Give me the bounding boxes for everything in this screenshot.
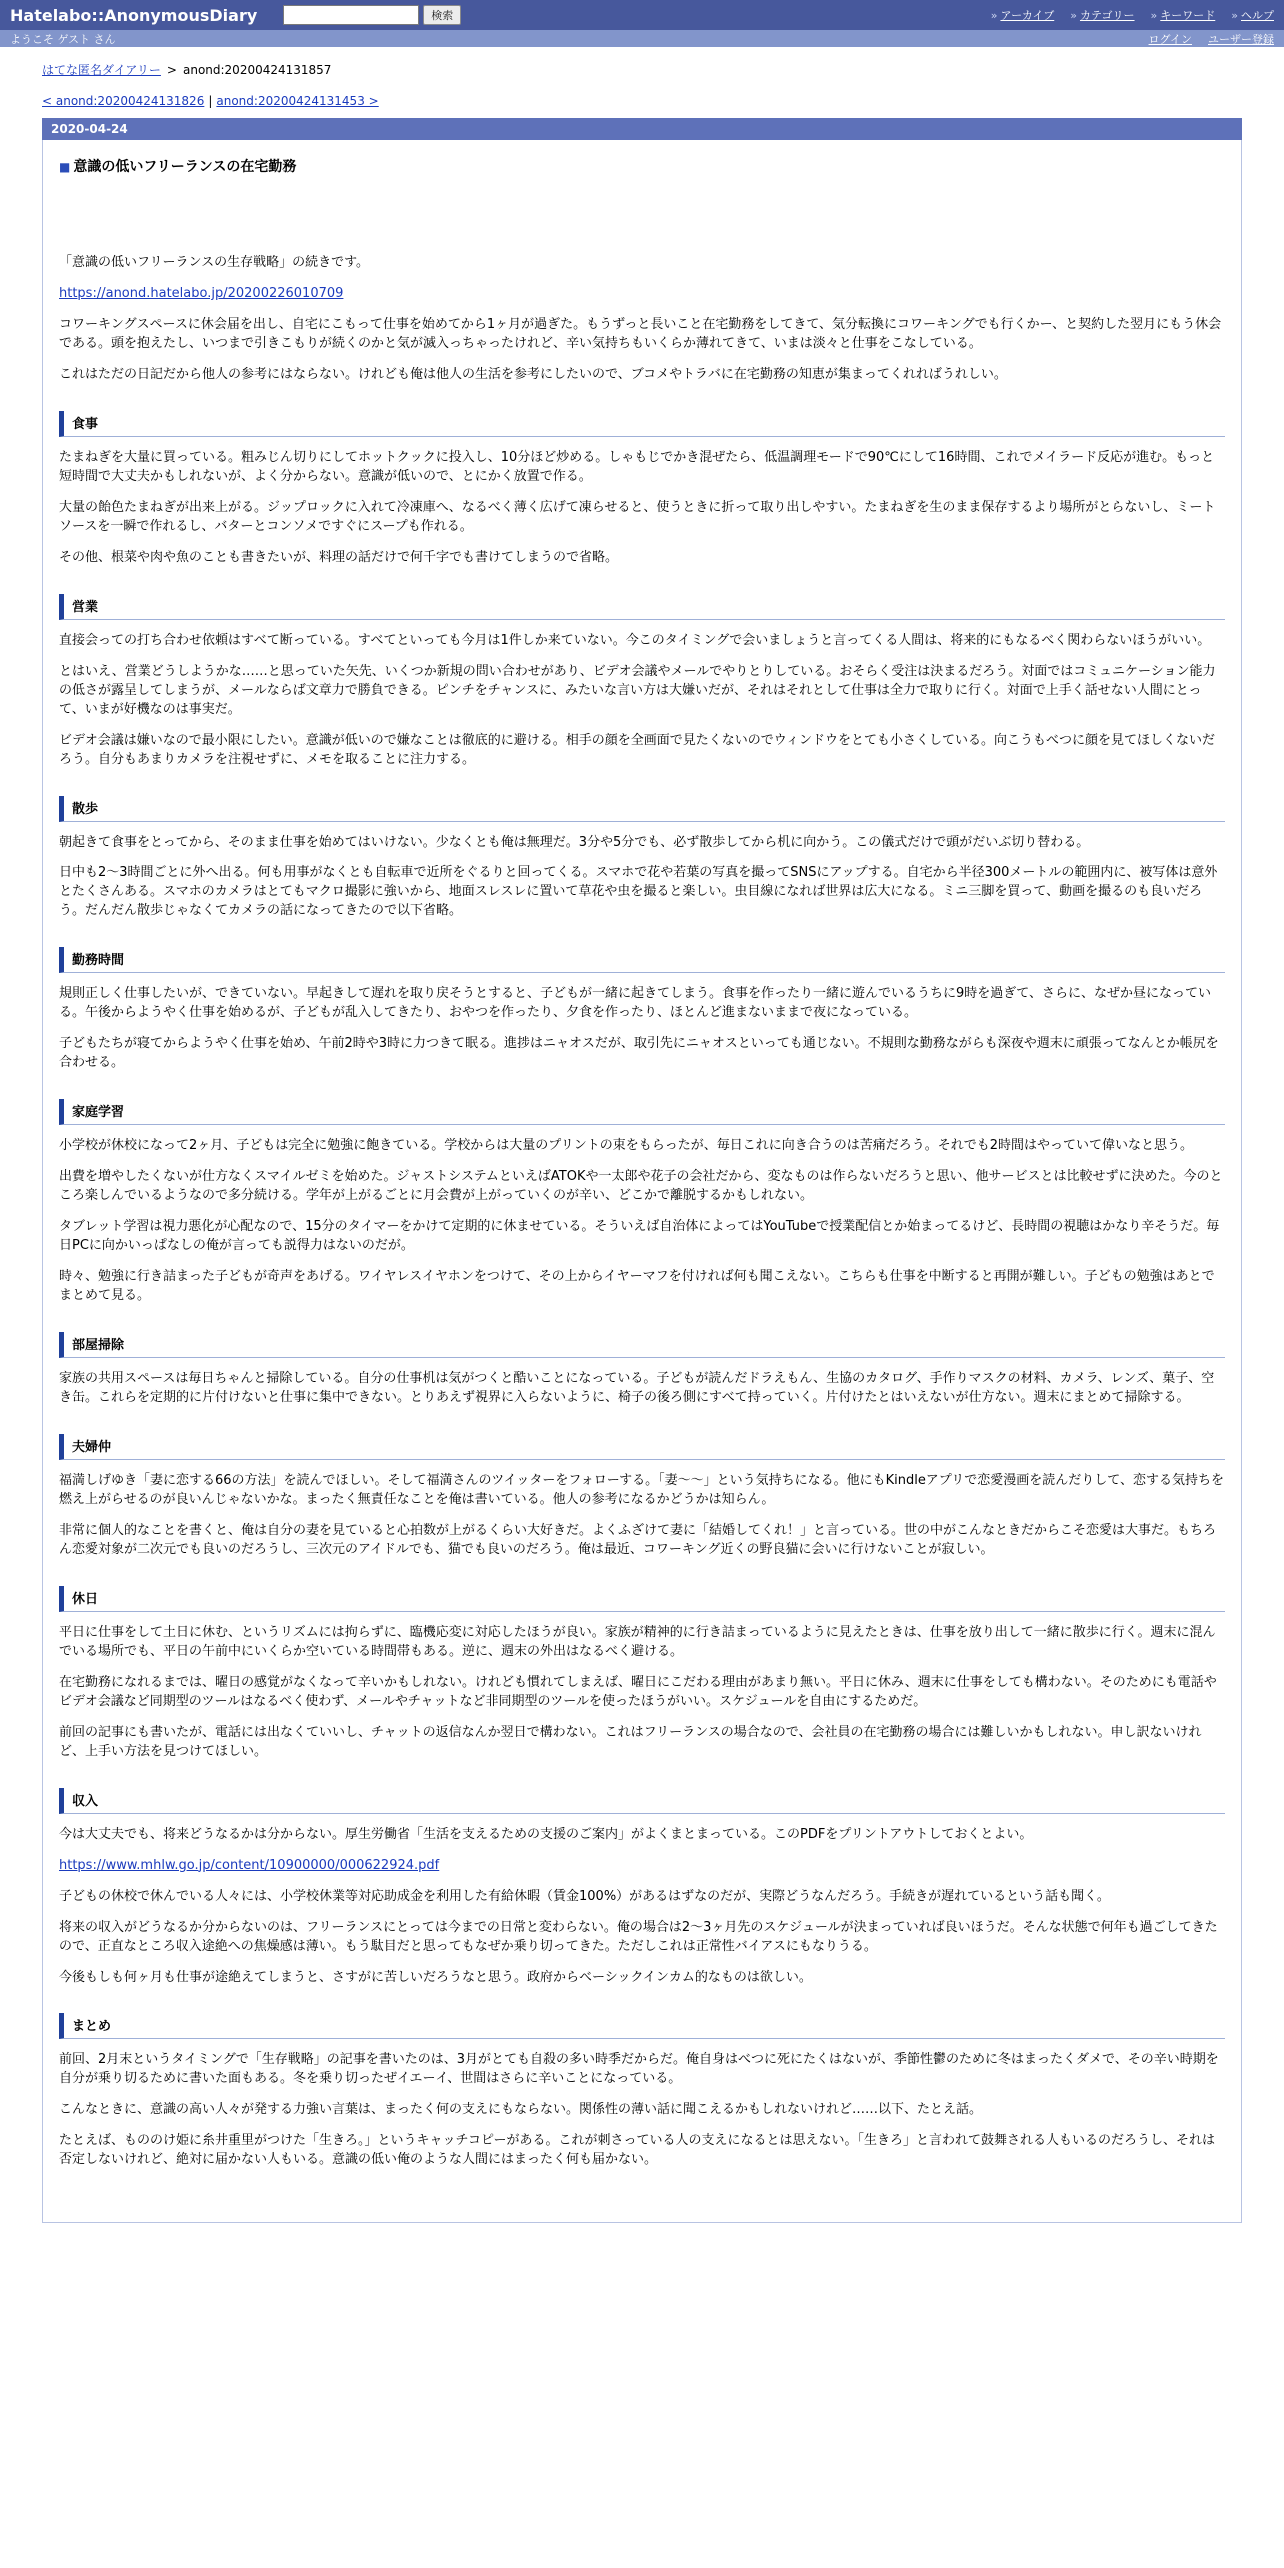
nav-item-keyword [1151, 7, 1216, 23]
header [0, 0, 1284, 30]
permalink-marker-icon[interactable]: ■ [59, 160, 71, 174]
nav-item-help [1231, 7, 1274, 23]
paragraph: 非常に個人的なことを書くと、俺は自分の妻を見ていると心拍数が上がるくらい大好きだ。よくふざけて妻に「結婚してくれ！」と言っている。世の中がこんなときだからこそ恋愛は大事だ。もちろん恋愛対象が二次元でも良いのだろうし、三次元のアイドルでも、猫でも良いのだろう。俺は最近、コワーキング近くの野良猫に会いに行けないことが寂しい。 [59, 1522, 1217, 1557]
section-heading: 散歩 [59, 796, 1225, 822]
ad-placeholder [59, 176, 1225, 242]
paragraph: コワーキングスペースに休会届を出し、自宅にこもって仕事を始めてから1ヶ月が過ぎた。もうずっと長いこと在宅勤務をしてきて、気分転換にコワーキングでも行くかー、と契約した翌月にもう休会である。頭を抱えたし、いつまで引きこもりが続くのかと気が滅入っちゃったけれど、辛い気持ちもいくらか薄れてきて、いまは淡々と仕事をこなしている。 [59, 316, 1222, 351]
entry-box [42, 140, 1242, 2223]
prev-entry-link[interactable]: < anond:20200424131826 [42, 94, 205, 108]
section-heading: 収入 [59, 1788, 1225, 1814]
next-entry-link[interactable]: anond:20200424131453 > [216, 94, 379, 108]
paragraph: 時々、勉強に行き詰まった子どもが奇声をあげる。ワイヤレスイヤホンをつけて、その上からイヤーマフを付ければ何も聞こえない。こちらも仕事を中断すると再開が難しい。子どもの勉強はあとでまとめて見る。 [59, 1269, 1215, 1304]
paragraph: 前回の記事にも書いたが、電話には出なくていいし、チャットの返信なんか翌日で構わない。これはフリーランスの場合なので、会社員の在宅勤務の場合には難しいかもしれない。申し訳ないけれど、上手い方法を見つけてほしい。 [59, 1724, 1202, 1759]
paragraph: こんなときに、意識の高い人々が発する力強い言葉は、まったく何の支えにもならない。関係性の薄い話に聞こえるかもしれないけれど……以下、たとえ話。 [59, 2102, 983, 2118]
paragraph: ビデオ会議は嫌いなので最小限にしたい。意識が低いので嫌なことは徹底的に避ける。相手の顔を全画面で見たくないのでウィンドウをとても小さくしている。向こうもべつに顔を見てほしくないだろう。自分もあまりカメラを注視せずに、メモを取ることに注力する。 [59, 732, 1215, 767]
paragraph: 平日に仕事をして土日に休む、というリズムには拘らずに、臨機応変に対応したほうが良い。家族が精神的に行き詰まっているように見えたときは、仕事を放り出して一緒に散歩に行く。週末に混んでいる場所でも、平日の午前中にいくらか空いている時間帯もある。逆に、週末の外出はなるべく避ける。 [59, 1624, 1216, 1659]
entry-body [59, 254, 1225, 2170]
entry-pager [42, 94, 1242, 108]
paragraph: 規則正しく仕事したいが、できていない。早起きして遅れを取り戻そうとすると、子どもが一緒に起きてしまう。食事を作ったり一緒に遊んでいるうちに9時を過ぎて、さらに、なぜか昼になっている。午後からようやく仕事を始めるが、子どもが乱入してきたり、おやつを作ったり、夕食を作ったり、ほとんど進まないままで夜になっている。 [59, 986, 1212, 1021]
chevron-right-icon: » [1150, 9, 1158, 22]
chevron-right-icon: » [1070, 9, 1077, 22]
paragraph: たとえば、もののけ姫に糸井重里がつけた「生きろ。」というキャッチコピーがある。これが刺さっている人の支えになるとは思えない。「生きろ」と言われて鼓舞される人もいるのだろうし、それは否定しないけれど、絶対に届かない人もいる。意識の低い俺のような人間にはまったく何も届かない。 [59, 2133, 1215, 2168]
paragraph: たまねぎを大量に買っている。粗みじん切りにしてホットクックに投入し、10分ほど炒める。しゃもじでかき混ぜたら、低温調理モードで90℃にして16時間、これでメイラード反応が進む。もっと短時間で大丈夫かもしれないが、よく分からない。意識が低いので、とにかく放置で作る。 [59, 449, 1215, 484]
site-logo[interactable]: Hatelabo::AnonymousDiary [10, 5, 258, 25]
entry-title [59, 156, 1225, 176]
paragraph: 朝起きて食事をとってから、そのまま仕事を始めてはいけない。少なくとも俺は無理だ。3分や5分でも、必ず散歩してから机に向かう。この儀式だけで頭がだいぶ切り替わる。 [59, 834, 1090, 850]
breadcrumb-home-link[interactable]: はてな匿名ダイアリー [42, 63, 161, 77]
page-content [42, 61, 1242, 2223]
entry-title-text: 意識の低いフリーランスの在宅勤務 [73, 159, 297, 175]
section-heading: 家庭学習 [59, 1099, 1225, 1125]
paragraph: 在宅勤務になれるまでは、曜日の感覚がなくなって辛いかもしれない。けれども慣れてしまえば、曜日にこだわる理由があまり無い。平日に休み、週末に仕事をしても構わない。そのためにも電話やビデオ会議など同期型のツールはなるべく使わず、メールやチャットなど非同期型のツールを使ったほうがいい。スケジュールを自由にするためだ。 [59, 1674, 1217, 1709]
section-heading: まとめ [59, 2013, 1225, 2039]
entry-date[interactable]: 2020-04-24 [42, 118, 1242, 140]
breadcrumb [42, 61, 1242, 78]
paragraph: 小学校が休校になって2ヶ月、子どもは完全に勉強に飽きている。学校からは大量のプリントの束をもらったが、毎日これに向き合うのは苦痛だろう。それでも2時間はやっていて偉いなと思う。 [59, 1138, 1194, 1154]
paragraph: その他、根菜や肉や魚のことも書きたいが、料理の話だけで何千字でも書けてしまうので省略。 [59, 549, 619, 565]
paragraph: 大量の飴色たまねぎが出来上がる。ジップロックに入れて冷凍庫へ、なるべく薄く広げて凍らせると、使うときに折って取り出しやすい。たまねぎを生のまま保存するより場所がとらないし、ミートソースを一瞬で作れるし、バターとコンソメですぐにスープも作れる。 [59, 499, 1216, 534]
paragraph: タブレット学習は視力悪化が心配なので、15分のタイマーをかけて定期的に休ませている。そういえば自治体によってはYouTubeで授業配信とか始まってるけど、長時間の視聴はかなり辛そうだ。毎日PCに向かいっぱなしの俺が言っても説得力はないのだが。 [59, 1219, 1220, 1254]
user-bar-links [1149, 31, 1274, 47]
search-button[interactable]: 検索 [423, 5, 461, 25]
breadcrumb-current: anond:20200424131857 [182, 63, 332, 77]
user-bar [0, 30, 1284, 47]
nav-link-help[interactable]: ヘルプ [1241, 9, 1274, 22]
breadcrumb-separator: > [166, 63, 177, 77]
nav-link-archive[interactable]: アーカイブ [1000, 9, 1055, 22]
nav-link-category[interactable]: カテゴリー [1079, 9, 1135, 22]
paragraph: 子どもたちが寝てからようやく仕事を始め、午前2時や3時に力つきて眠る。進捗はニャオスだが、取引先にニャオスといっても通じない。不規則な勤務ながらも深夜や週末に頑張ってなんとか帳尻を合わせる。 [59, 1036, 1219, 1071]
paragraph: 福満しげゆき「妻に恋する66の方法」を読んでほしい。そして福満さんのツイッターをフォローする。「妻〜〜」という気持ちになる。他にもKindleアプリで恋愛漫画を読んだりして、恋する気持ちを燃え上がらせるのが良いんじゃないかな。まったく無責任なことを俺は書いている。他人の参考になるかどうかは知らん。 [59, 1472, 1225, 1507]
paragraph: 出費を増やしたくないが仕方なくスマイルゼミを始めた。ジャストシステムといえばATOKや一太郎や花子の会社だから、変なものは作らないだろうと思い、他サービスとは比較せずに決めた。今のところ楽しんでいるようなので多分続ける。学年が上がるごとに月会費が上がっていくのが辛い、どこかで離脱するかもしれない。 [59, 1169, 1223, 1204]
nav-item-category [1070, 7, 1134, 23]
paragraph: 今後もしも何ヶ月も仕事が途絶えてしまうと、さすがに苦しいだろうなと思う。政府からベーシックインカム的なものは欲しい。 [59, 1969, 812, 1985]
paragraph: 今は大丈夫でも、将来どうなるかは分からない。厚生労働省「生活を支えるための支援のご案内」がよくまとまっている。このPDFをプリントアウトしておくとよい。 [59, 1826, 1033, 1842]
chevron-right-icon: » [1231, 9, 1238, 22]
search-input[interactable] [283, 5, 419, 25]
chevron-right-icon: » [990, 9, 998, 22]
header-nav [991, 7, 1274, 23]
section-heading: 休日 [59, 1586, 1225, 1612]
entry-url-link[interactable]: https://anond.hatelabo.jp/20200226010709 [59, 285, 344, 301]
section-heading: 夫婦仲 [59, 1434, 1225, 1460]
paragraph: 家族の共用スペースは毎日ちゃんと掃除している。自分の仕事机は気がつくと酷いことになっている。子どもが読んだドラえもん、生協のカタログ、手作りマスクの材料、カメラ、レンズ、菓子、空き缶。これらを定期的に片付けないと仕事に集中できない。とりあえず視界に入らないように、椅子の後ろ側にすべて持っていく。片付けたとはいえないが仕方ない。週末にまとめて掃除する。 [59, 1371, 1215, 1405]
search-box [283, 5, 461, 25]
entry-url-link[interactable]: https://www.mhlw.go.jp/content/10900000/000622924.pdf [59, 1857, 440, 1873]
nav-item-archive [991, 7, 1055, 23]
login-link[interactable]: ログイン [1148, 32, 1192, 46]
paragraph: 子どもの休校で休んでいる人々には、小学校休業等対応助成金を利用した有給休暇（賃金100%）があるはずなのだが、実際どうなんだろう。手続きが遅れているという話も聞く。 [59, 1888, 1110, 1904]
paragraph: 前回、2月末というタイミングで「生存戦略」の記事を書いたのは、3月がとても自殺の多い時季だからだ。俺自身はべつに死にたくはないが、季節性鬱のために冬はまったくダメで、その辛い時期を自分が乗り切るために書いた面もある。冬を乗り切ったぜイエーイ、世間はさらに辛いことになっている。 [59, 2052, 1219, 2087]
paragraph: とはいえ、営業どうしようかな……と思っていた矢先、いくつか新規の問い合わせがあり、ビデオ会議やメールでやりとりしている。おそらく受注は決まるだろう。対面ではコミュニケーション能力の低さが露呈してしまうが、メールならば文章力で勝負できる。ピンチをチャンスに、みたいな言い方は大嫌いだが、それはそれとして仕事は全力で取りに行く。対面で上手く話せない人間にとって、いまが好機なのは事実だ。 [59, 663, 1216, 717]
nav-link-keyword[interactable]: キーワード [1160, 9, 1216, 22]
register-link[interactable]: ユーザー登録 [1208, 32, 1274, 46]
welcome-text: ようこそ ゲスト さん [10, 32, 116, 46]
section-heading: 部屋掃除 [59, 1332, 1225, 1358]
paragraph [59, 285, 1225, 304]
section-heading: 勤務時間 [59, 947, 1225, 973]
paragraph: 将来の収入がどうなるか分からないのは、フリーランスにとっては今までの日常と変わらない。俺の場合は2〜3ヶ月先のスケジュールが決まっていれば良いほうだ。そんな状態で何年も過ごしてきたので、正直なところ収入途絶への焦燥感は薄い。もう駄目だと思ってもなぜか乗り切ってきた。ただしこれは正常性バイアスにもなりうる。 [59, 1919, 1218, 1954]
paragraph: これはただの日記だから他人の参考にはならない。けれども俺は他人の生活を参考にしたいので、ブコメやトラバに在宅勤務の知恵が集まってくれればうれしい。 [59, 366, 1007, 382]
section-heading: 営業 [59, 594, 1225, 620]
paragraph: 「意識の低いフリーランスの生存戦略」の続きです。 [59, 255, 370, 270]
paragraph: 日中も2〜3時間ごとに外へ出る。何も用事がなくとも自転車で近所をぐるりと回ってくる。スマホで花や若葉の写真を撮ってSNSにアップする。自宅から半径300メートルの範囲内に、被写体は意外とたくさんある。スマホのカメラはとてもマクロ撮影に強いから、地面スレスレに置いて草花や虫を撮ると楽しい。虫目線になれば世界は広大になる。ミニ三脚を買って、動画を撮るのも良いだろう。だんだん散歩じゃなくてカメラの話になってきたので以下省略。 [59, 865, 1218, 919]
paragraph [59, 1857, 1225, 1876]
paragraph: 直接会っての打ち合わせ依頼はすべて断っている。すべてといっても今月は1件しか来ていない。今このタイミングで会いましょうと言ってくる人間は、将来的にもなるべく関わらないほうがいい。 [59, 632, 1211, 648]
pager-separator: | [208, 94, 213, 108]
section-heading: 食事 [59, 411, 1225, 437]
